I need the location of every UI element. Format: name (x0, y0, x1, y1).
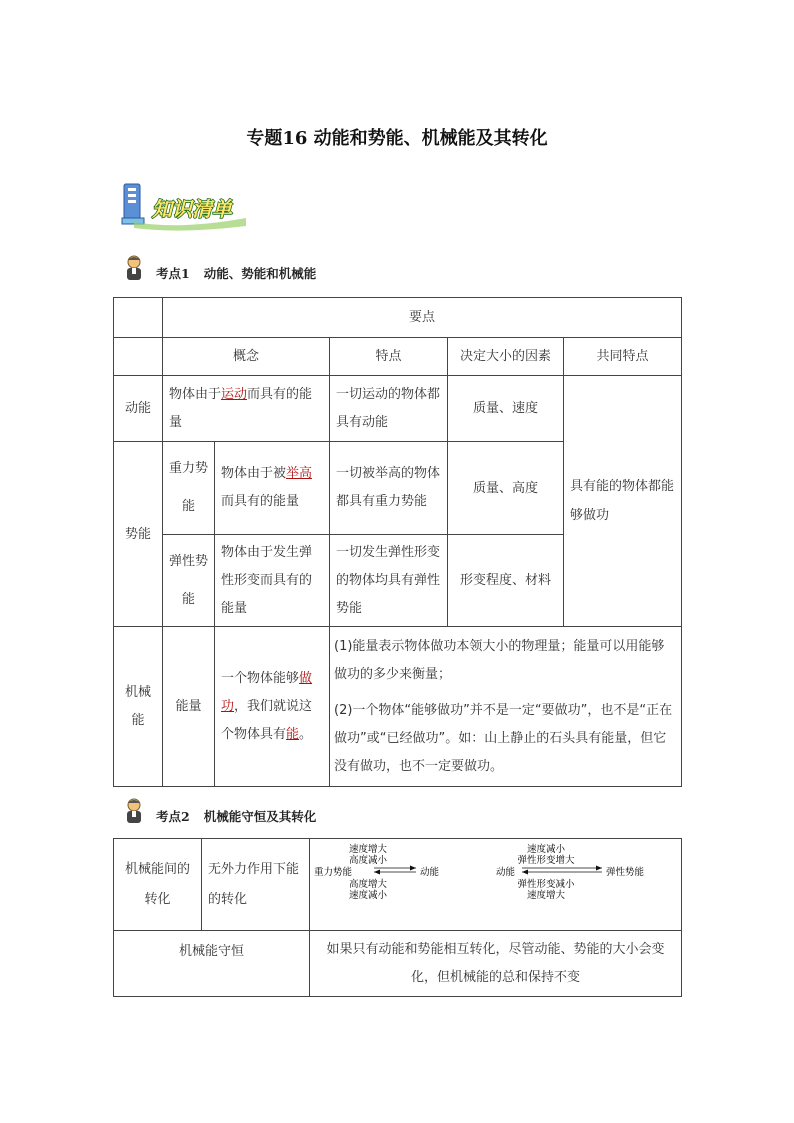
mechanical-concept-text-3: 。 (299, 726, 313, 742)
fig-left-bot2: 速度减小 (348, 890, 388, 901)
header-key-points: 要点 (163, 298, 682, 338)
kinetic-concept-text: 物体由于 (169, 386, 222, 402)
conversion-diagram (310, 839, 682, 931)
fig-right-bot1: 弹性形变减小 (517, 879, 575, 890)
gravity-label: 重力势能 (163, 442, 215, 535)
teacher-avatar-icon (122, 797, 146, 825)
mechanical-notes (330, 627, 682, 787)
energy-table (113, 297, 682, 787)
elastic-factor: 形变程度、材料 (448, 535, 564, 627)
fig-left-bot1: 高度增大 (348, 879, 388, 890)
header-feature: 特点 (330, 338, 448, 376)
corner-cell (114, 298, 163, 338)
conversion-arrows (310, 839, 680, 919)
book-stack-icon (120, 182, 250, 232)
mechanical-sub-label: 能量 (163, 627, 215, 787)
potential-label: 势能 (114, 442, 163, 627)
elastic-feature: 一切发生弹性形变的物体均具有弹性势能 (330, 535, 448, 627)
fig-left-to: 动能 (420, 867, 440, 878)
fig-right-top2: 弹性形变增大 (517, 855, 575, 866)
conservation-table (113, 838, 682, 997)
mechanical-concept-text-2: ，我们就说这个物体具有 (221, 698, 313, 742)
conversion-label: 机械能间的转化 (114, 839, 202, 931)
mechanical-keyword-work: 做功 (221, 670, 313, 714)
kinetic-concept-text-2: 而具有的能量 (169, 386, 313, 430)
fig-right-top1: 速度减小 (526, 844, 566, 855)
gravity-feature: 一切被举高的物体都具有重力势能 (330, 442, 448, 535)
keypoint-2-name: 机械能守恒及其转化 (203, 809, 317, 824)
blank-cell (114, 338, 163, 376)
gravity-concept-text: 物体由于被 (221, 466, 287, 481)
arrow-left-icon (374, 870, 380, 875)
badge-text: 知识清单 (152, 197, 232, 221)
gravity-keyword: 举高 (286, 466, 313, 481)
kinetic-feature: 一切运动的物体都具有动能 (330, 376, 448, 442)
fig-right-bot2: 速度增大 (526, 890, 566, 901)
keypoint-2-label: 考点2 (156, 809, 190, 824)
teacher-avatar-icon (122, 254, 146, 282)
keypoint-1-header (122, 252, 316, 282)
conservation-text: 如果只有动能和势能相互转化，尽管动能、势能的大小会变化，但机械能的总和保持不变 (310, 931, 682, 997)
fig-right-from: 动能 (496, 867, 516, 878)
mechanical-concept-text: 一个物体能够 (221, 670, 300, 686)
fig-left-from: 重力势能 (314, 867, 353, 878)
elastic-label: 弹性势能 (163, 535, 215, 627)
page-title: 专题16 动能和势能、机械能及其转化 (246, 128, 548, 149)
arrow-right-icon (410, 866, 416, 871)
kinetic-keyword: 运动 (221, 386, 248, 402)
common-feature: 具有能的物体都能够做功 (564, 376, 682, 627)
fig-left-top2: 高度减小 (348, 855, 388, 866)
mechanical-concept (215, 627, 330, 787)
knowledge-list-badge (120, 182, 250, 232)
fig-right-to: 弹性势能 (606, 867, 645, 878)
conservation-label: 机械能守恒 (114, 931, 310, 997)
header-concept: 概念 (163, 338, 330, 376)
arrow-right-icon (596, 866, 602, 871)
header-factor: 决定大小的因素 (448, 338, 564, 376)
elastic-concept: 物体由于发生弹性形变而具有的能量 (215, 535, 330, 627)
kinetic-concept (163, 376, 330, 442)
fig-left-top1: 速度增大 (348, 844, 388, 855)
arrow-left-icon (522, 870, 528, 875)
gravity-concept (215, 442, 330, 535)
gravity-factor: 质量、高度 (448, 442, 564, 535)
keypoint-1-name: 动能、势能和机械能 (203, 266, 317, 281)
kinetic-label: 动能 (114, 376, 163, 442)
keypoint-2-header (122, 795, 316, 825)
mechanical-label: 机械能 (114, 627, 163, 787)
mechanical-keyword-energy: 能 (286, 726, 300, 742)
mechanical-note-2: (2)一个物体“能够做功”并不是一定“要做功”，也不是“正在做功”或“已经做功”。如：山上静止的石头具有能量，但它没有做功，也不一定要做功。 (334, 702, 673, 774)
mechanical-note-1: (1)能量表示物体做功本领大小的物理量；能量可以用能够做功的多少来衡量； (334, 638, 665, 682)
header-common: 共同特点 (564, 338, 682, 376)
gravity-concept-text-2: 而具有的能量 (221, 494, 300, 509)
keypoint-1-label: 考点1 (156, 266, 190, 281)
conversion-condition: 无外力作用下能的转化 (202, 839, 310, 931)
kinetic-factor: 质量、速度 (448, 376, 564, 442)
